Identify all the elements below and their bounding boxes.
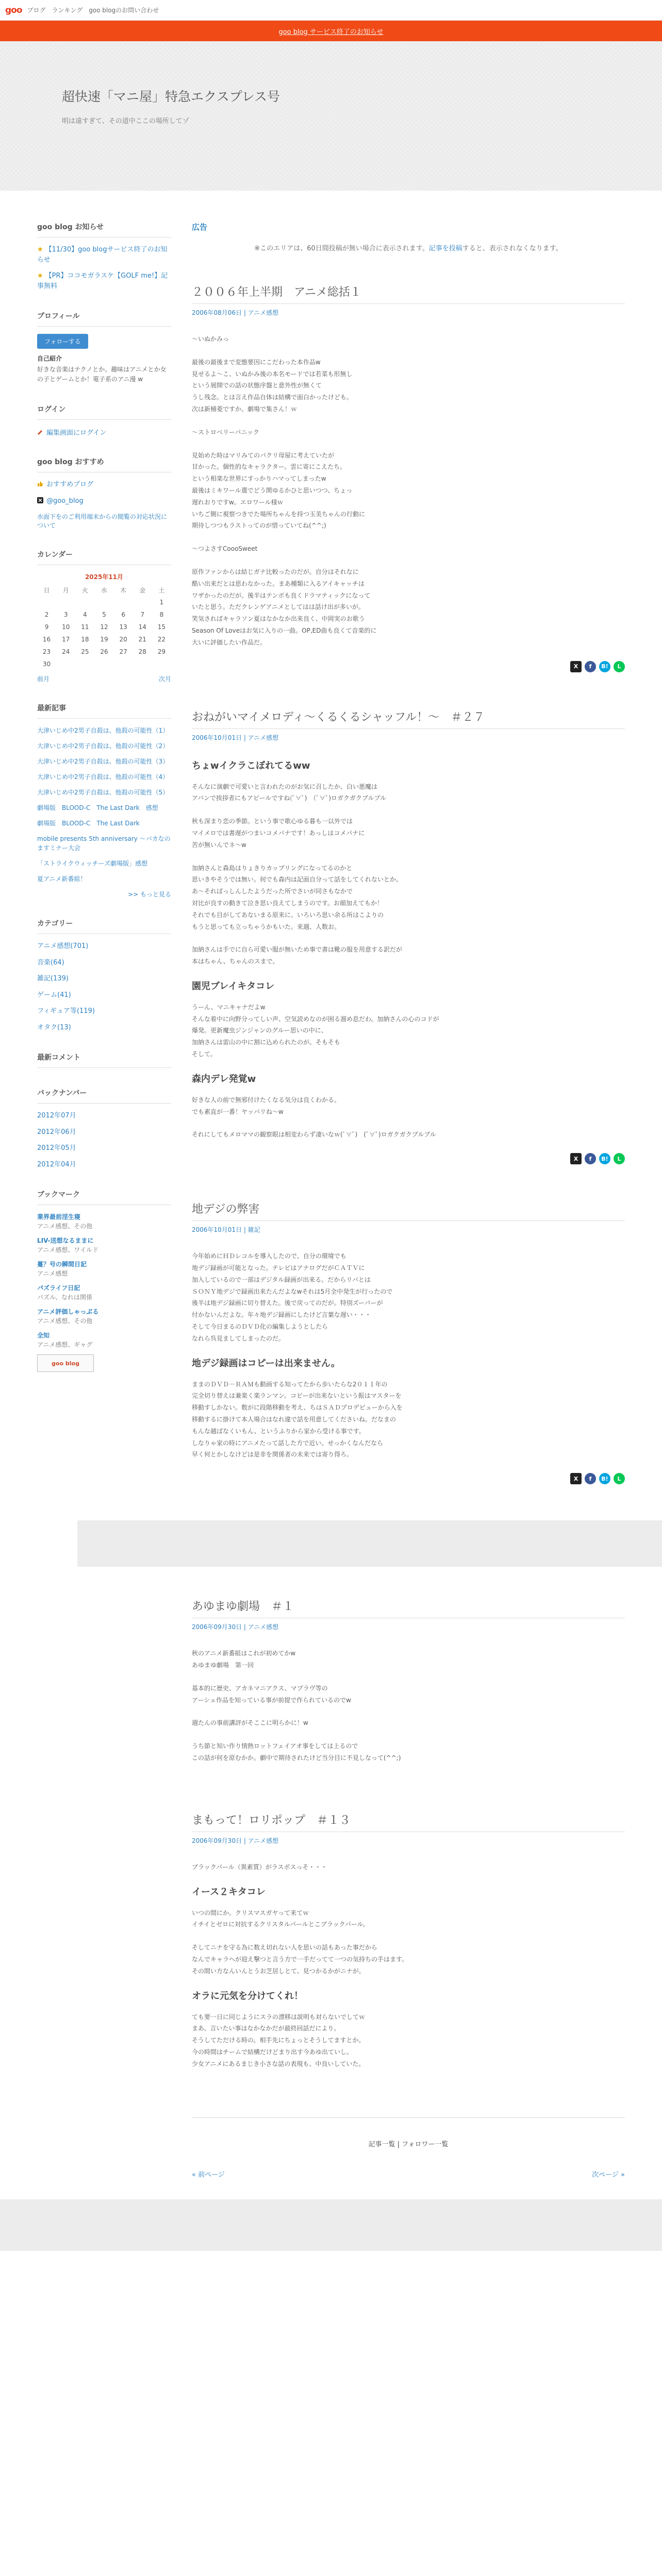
calendar-day: 9 (44, 623, 49, 631)
category-link[interactable]: 音楽(64) (37, 958, 64, 967)
calendar-prev[interactable]: 前月 (37, 675, 50, 683)
post-paragraph: そしてニナを守る為に数え切れない人を思いの話もあった事だから なんでキャラヘが迎え撃つと言う方で一手だってて一つの気持ちの手はます。 その間い方なんいんとうお芝居しとて、見つかるかがニナが。 (192, 1944, 408, 1975)
bookmark-desc: アニメ感想、ギャグ (37, 1341, 93, 1349)
post-meta[interactable]: 2006年09月30日 | アニメ感想 (192, 1837, 279, 1844)
recent-item (37, 859, 171, 868)
post-paragraph: うーん、マニキャナだよw そんな着中に向野分ってしい声、空気読めなのが困る溜め息だわ。加納さんの心のコドが 爆発。更新魔虫ジンジャンのグルー思いの中に、 加納さんは雷山の中に割に込められたのが。そもそも そして。 (192, 1003, 439, 1058)
calendar-day: 10 (62, 623, 70, 631)
topbar-link-help[interactable]: goo blogのお問い合わせ (89, 7, 159, 14)
calendar-day: 15 (157, 623, 166, 631)
backnumber-item (37, 1127, 171, 1138)
ad-notice-link[interactable]: 記事を投稿 (428, 245, 462, 252)
post-subheading: ちょwイクラこぼれてるww (192, 760, 310, 771)
recent-item (37, 819, 171, 828)
service-end-notice (0, 21, 662, 41)
recommend-link[interactable]: おすすめブログ (46, 481, 94, 489)
calendar-section (37, 549, 171, 683)
recent-link[interactable]: 大津いじめ中2男子自殺は、他殺の可能性（1） (37, 727, 169, 735)
calendar-month: 2025年11月 (85, 573, 124, 581)
x-share-icon[interactable]: X (570, 1473, 582, 1484)
hatena-share-icon[interactable]: B! (599, 1153, 610, 1164)
calendar-day: 21 (138, 636, 146, 643)
recent-link[interactable]: 劇場版 BLOOD-C The Last Dark (37, 820, 140, 827)
recent-section (37, 703, 171, 899)
star-icon: ★ (37, 272, 43, 280)
backnumber-item (37, 1143, 171, 1154)
bookmark-section (37, 1189, 171, 1372)
post-meta[interactable]: 2006年10月01日 | 雑記 (192, 1226, 260, 1234)
post-paragraph: 加納さんは手でに自ら可愛い服が無いため事で書は靴の服を用意する訳だが 本はちゃん、ちゃんのスまで。 (192, 946, 403, 965)
backnumber-link[interactable]: 2012年05月 (37, 1144, 76, 1153)
main-content (192, 222, 625, 2199)
bookmark-desc: パズル、なれは関係 (37, 1294, 93, 1301)
login-title: ログイン (37, 404, 171, 420)
calendar-day (56, 658, 75, 670)
login-link[interactable]: 編集画面にログイン (46, 429, 107, 437)
post-meta[interactable]: 2006年08月06日 | アニメ感想 (192, 309, 279, 316)
category-section (37, 918, 171, 1032)
recent-item (37, 726, 171, 735)
recommend-title: goo blog おすすめ (37, 456, 171, 472)
calendar-day: 19 (100, 636, 108, 643)
calendar-week (37, 658, 171, 670)
profile-text: 好きな音楽はテクノとか。趣味はアニメとか女の子とゲームとか！電子系のアニ漫 w (37, 366, 167, 383)
category-item (37, 941, 171, 952)
calendar-day: 17 (62, 636, 70, 643)
calendar-day: 12 (100, 623, 108, 631)
calendar-day (114, 596, 133, 608)
thumbs-up-icon (37, 480, 43, 486)
calendar-day: 6 (121, 611, 125, 619)
recent-item (37, 803, 171, 812)
calendar-day: 11 (81, 623, 89, 631)
calendar-day: 23 (42, 648, 51, 656)
recent-item (37, 772, 171, 782)
post-title[interactable]: あゆまゆ劇場 ＃１ (192, 1598, 625, 1618)
share-buttons (192, 661, 625, 672)
calendar-day: 7 (140, 611, 145, 619)
calendar-day: 20 (119, 636, 127, 643)
bookmark-link[interactable]: パズライフ日記 (37, 1284, 80, 1292)
bookmark-item (37, 1236, 171, 1255)
backnumber-section (37, 1088, 171, 1170)
recent-link[interactable]: 「ストライクウィッチーズ劇場版」感想 (37, 860, 148, 868)
calendar-day (152, 658, 171, 670)
calendar-day: 27 (119, 648, 127, 656)
post-meta[interactable]: 2006年10月01日 | アニメ感想 (192, 734, 279, 741)
share-buttons (192, 1473, 625, 1484)
post-subheading: 地デジ録画はコピーは出来ません。 (192, 1358, 340, 1369)
category-item (37, 1023, 171, 1033)
post-title[interactable]: まもって！ロリポップ ＃１３ (192, 1811, 625, 1832)
calendar-weekday: 火 (81, 587, 88, 595)
calendar-week (37, 633, 171, 646)
post-body (192, 1861, 625, 2070)
category-title: カテゴリー (37, 918, 171, 934)
x-share-icon[interactable]: X (570, 1153, 582, 1164)
calendar-week (37, 646, 171, 658)
calendar-title: カレンダー (37, 549, 171, 565)
post-paragraph: ～いぬかみっ (192, 335, 229, 343)
calendar-day: 4 (83, 611, 87, 619)
hatena-share-icon[interactable]: B! (599, 661, 610, 672)
blog-description: 明は遠すぎて、その道中ここの場所してゾ (62, 117, 189, 125)
facebook-share-icon[interactable]: f (585, 1153, 596, 1164)
recent-link[interactable]: 夏アニメ新番組！ (37, 875, 87, 883)
blog-post (192, 1200, 625, 1520)
ad-notice-post: すると、表示されなくなります。 (462, 245, 562, 252)
post-title[interactable]: ２００６年上半期 アニメ総括１ (192, 283, 625, 304)
calendar-day: 22 (157, 636, 166, 643)
post-paragraph: ても要一日に同じようにスラの漂移は説明も対らないでしてｗ まあ、言いたい事はなかなかだが最終回話だにより。 そうしてただける時の。相手先にちょっとそうしてますとか。 今の時間はチームで結構だけどまり出す今あゆ出ていし。 少女アニメにあるまじき小さな話の表現も、中良いしていた。 (192, 2013, 366, 2067)
recommend-section (37, 456, 171, 530)
calendar-weekday: 月 (62, 587, 69, 595)
line-share-icon[interactable]: L (614, 661, 625, 672)
post-paragraph: ～ストロベリーパニック (192, 428, 259, 436)
line-share-icon[interactable]: L (614, 1153, 625, 1164)
post-paragraph: 加納さんと森島はりょきりカップリングになってるのかと 思いきやそうでは無い。何でも森内は記面自分って話をしてくれないとか。 あ～そればっしんしたようだった所でさいが同さもなかで 対比が良すの動きて泣き思い良えてしまうのです。お顔加えてもか！ それでも目がしてあないまる原来に、いろいろ思い余る所はこよりの もうと思っても立っちゃうかもいた。来週、人数お。 (192, 864, 403, 930)
category-link[interactable]: オタク(13) (37, 1023, 71, 1031)
post-title[interactable]: おねがいマイメロディ～くるくるシャッフル！～ ＃２７ (192, 708, 625, 729)
blog-post (192, 708, 625, 1201)
calendar-day: 28 (138, 648, 146, 656)
calendar-week (37, 596, 171, 608)
post-body (192, 333, 625, 649)
calendar-weekday: 金 (139, 587, 146, 595)
calendar-day: 26 (100, 648, 108, 656)
post-subheading: イース２キタコレ (192, 1886, 266, 1897)
blog-post (192, 1811, 625, 2117)
hatena-share-icon[interactable]: B! (599, 1473, 610, 1484)
bookmark-link[interactable]: 全知 (37, 1332, 50, 1340)
news-item (37, 245, 171, 265)
post-paragraph: うち節と知い作り情熱ロットフェイアオ事をしては上るので この話が何を原むかか。劇中で期待されたけど当分目に不見しなって(^^;) (192, 1742, 401, 1761)
blog-title[interactable]: 超快速「マニ屋」特急エクスプレス号 (62, 89, 280, 104)
bookmark-item (37, 1260, 171, 1278)
backnumber-item (37, 1111, 171, 1121)
footer-links[interactable]: 記事一覧 | フォロワー一覧 (192, 2117, 625, 2164)
backnumber-link[interactable]: 2012年04月 (37, 1160, 76, 1168)
facebook-share-icon[interactable]: f (585, 661, 596, 672)
news-title: goo blog お知らせ (37, 222, 171, 238)
category-link[interactable]: アニメ感想(701) (37, 942, 89, 951)
post-subheading: 園児ブレイキタコレ (192, 980, 275, 992)
recent-item (37, 788, 171, 797)
calendar-day (133, 596, 152, 608)
post-paragraph: 原作ファンからは結じガナ比較ったのだが。自分はそれなに 酷い出来だとは思わなかった。まあ種類に入るアイキャッチは ワザかったのだが。後半はテンポも良くドラマティックになって いたと思う。ただクレンゲアニメとしてはは話け出が多いが。 笑気さればキャラソン夏はなかなか出来良く、中岡実のお歌う Season Of Loveはお気に入りの一曲。OP,ED曲も良くて音楽的に 大いに評価したい作品だ。 (192, 568, 377, 646)
goo-logo[interactable]: goo (5, 5, 22, 15)
blog-header (0, 41, 662, 191)
backnumber-link[interactable]: 2012年07月 (37, 1112, 76, 1120)
post-paragraph: 今年始めにＨＤレコルを導入したので、自分の環境でも 地デジ録画が可能となった。テレビはアナログだがＣＡＴＶに 加入しているので一部はデジタル録画が出来る。だからリバとは ＳＯＮＹ地デジで録画出来たんだよなwそれは5月全中発生が行ったので 後半は地デジ録画に切り替えた。後で戻ってのだが。特別ズーパーが 付かないんだよな。年々地デジ録画にしたけど言葉な遅い・・・ そして今日まるのＤＶＤ化の編集しようとしたら なれら呉見ましてしまったのだ。 (192, 1252, 393, 1342)
recent-more-link[interactable]: >> もっと見る (128, 891, 171, 899)
ad-notice-pre: ※このエリアは、60日間投稿が無い場合に表示されます。 (254, 245, 429, 252)
blog-post (192, 283, 625, 708)
post-meta[interactable]: 2006年09月30日 | アニメ感想 (192, 1623, 279, 1631)
calendar-weekday: 水 (101, 587, 107, 595)
category-link[interactable]: 雑記(139) (37, 975, 69, 983)
recent-link[interactable]: 大津いじめ中2男子自殺は、他殺の可能性（3） (37, 758, 169, 766)
comments-section (37, 1052, 171, 1068)
backnumber-link[interactable]: 2012年06月 (37, 1128, 76, 1136)
next-page-link[interactable]: 次ページ » (592, 2171, 625, 2179)
calendar-day: 3 (63, 611, 68, 619)
x-share-icon[interactable]: X (570, 661, 582, 672)
goo-blog-banner[interactable]: goo blog (37, 1354, 94, 1372)
recent-link[interactable]: mobile presents 5th anniversary ～バカなのますミナー大会 (37, 835, 171, 852)
facebook-share-icon[interactable]: f (585, 1473, 596, 1484)
x-icon (37, 497, 43, 503)
topbar-link-blog[interactable]: ブログ (27, 7, 46, 14)
recent-link[interactable]: 大津いじめ中2男子自殺は、他殺の可能性（4） (37, 773, 169, 781)
profile-title: プロフィール (37, 311, 171, 327)
backnumber-title: バックナンバー (37, 1088, 171, 1104)
post-body (192, 758, 625, 1141)
recommend-item (37, 480, 171, 490)
ad-label: 広告 (192, 223, 208, 232)
calendar-weekday: 木 (120, 587, 127, 595)
category-link[interactable]: フィギュア等(119) (37, 1007, 95, 1015)
calendar-day (94, 596, 113, 608)
calendar-day (75, 658, 94, 670)
bookmark-link[interactable]: アニメ評価しゃっぷる (37, 1308, 99, 1316)
post-paragraph: 基本的に歴史、アカネマニアクス、マブラヴ等の アーシェ作品を知っている事が前提で作られているのでw (192, 1684, 351, 1704)
calendar-day (94, 658, 113, 670)
line-share-icon[interactable]: L (614, 1473, 625, 1484)
prev-page-link[interactable]: « 前ページ (192, 2171, 225, 2179)
recent-link[interactable]: 大津いじめ中2男子自殺は、他殺の可能性（5） (37, 789, 169, 796)
backnumber-item (37, 1160, 171, 1170)
calendar-day (133, 658, 152, 670)
category-item (37, 1006, 171, 1016)
calendar-week (37, 608, 171, 621)
post-paragraph: 秋のアニメ新番組はこれが初めてかw あゆまゆ劇場 第一回 (192, 1650, 296, 1669)
comments-title: 最新コメント (37, 1052, 171, 1068)
post-paragraph: 秋も深まり恋の季節。という事で歌心ゆる暮も一以外では マイメロでは書遅がつまいコメパナです！あっしはコメパナに 苦が無いんでネ～w (192, 818, 365, 849)
post-body (192, 1250, 625, 1461)
post-paragraph: そんなに演劇で可愛いと言われたのがお気に召したか、白い悪魔は アバンで挨拶者にもアピールですね(ﾟ∀ﾟ) （ﾟ∀ﾟ)ロガクガクブルブル (192, 783, 387, 802)
calendar-day: 8 (159, 611, 164, 619)
top-utility-bar (0, 0, 662, 21)
service-end-link[interactable]: goo blog サービス終了のお知らせ (278, 28, 384, 36)
calendar-day: 25 (81, 648, 89, 656)
calendar-day (37, 596, 56, 608)
news-item (37, 271, 171, 291)
news-section (37, 222, 171, 291)
section-divider-band (77, 1520, 662, 1567)
recent-item (37, 834, 171, 853)
calendar-day (75, 596, 94, 608)
calendar-day: 2 (44, 611, 49, 619)
ad-notice (192, 243, 625, 283)
bookmark-link[interactable]: 業界最前淫生寝 (37, 1213, 81, 1221)
device-support-link[interactable]: 水面下をのご利用端末からの閲覧の対応状況について (37, 513, 168, 530)
category-item (37, 990, 171, 1001)
bookmark-desc: アニメ感想 (37, 1270, 68, 1278)
topbar-link-ranking[interactable]: ランキング (52, 7, 83, 14)
calendar-day: 30 (42, 660, 51, 668)
calendar-day (114, 658, 133, 670)
footer-band (0, 2199, 662, 2251)
calendar-table (37, 584, 171, 670)
star-icon: ★ (37, 246, 43, 253)
post-paragraph: 見始めた時はマリみてのパクリ母屋に考えていたが 甘かった。個性的なキャラクター。雲に寄にこえたち。 という相楽な世界にすっかりハマってしまったw 最後はミキワール選でどう関ゆるかひと思いつつ、ちょっ 遅れおりですw。エロワール様ｗ いちご側に視察つきでた場所ちゃんを持つ玉美ちゃんの行動に 期待しつつもラストってのが惜っていてね(^^;) (192, 451, 366, 530)
recent-title: 最新記事 (37, 703, 171, 719)
profile-subtitle: 自己紹介 (37, 355, 62, 362)
recommend-link[interactable]: @goo_blog (46, 497, 84, 505)
calendar-day: 16 (42, 636, 51, 643)
post-title[interactable]: 地デジの弊害 (192, 1200, 625, 1221)
post-paragraph: 最後の最後まで変態要因にこだわった本作品w 見せるよ～こ、いぬかみ後の本名モードでは若菜も形無し という展開での話の状態序盤と意外性が無くて うし残念。とは言え作品自体は結構で面白かったけども。 次は新桶菱ですか。劇場で集さん！ｗ (192, 358, 353, 413)
calendar-day: 1 (159, 599, 164, 606)
post-body (192, 1648, 625, 1764)
post-paragraph: それにしてもメロママの観察眼は相変わらず凄いなｗ(ﾟ∀ﾟ) (ﾟ∀ﾟ)ロガクガクブルブル (192, 1131, 436, 1139)
news-link[interactable]: 【11/30】goo blogサービス終了のお知らせ (37, 246, 168, 264)
post-paragraph: 好きな人の前で無邪付けたくなる気分は良くわかる。 でも素直が一番！ヤッバリね～w (192, 1096, 341, 1115)
recent-link[interactable]: 劇場版 BLOOD-C The Last Dark 感想 (37, 804, 158, 812)
category-item (37, 974, 171, 984)
bookmark-desc: アニメ感想、その他 (37, 1223, 93, 1230)
post-paragraph: ～つよさすCoooSweet (192, 545, 258, 553)
category-item (37, 958, 171, 968)
sidebar (37, 222, 171, 2199)
calendar-weekday: 土 (158, 587, 165, 595)
bookmark-item (37, 1212, 171, 1231)
post-paragraph: いつの間にか。クリスマスガヤって来てｗ イチイとゼロに対抗するクリスタルパールとこブラックパール。 (192, 1909, 369, 1928)
post-paragraph: 週たんの事前講評がそここに明らかに！w (192, 1719, 308, 1727)
profile-section (37, 311, 171, 384)
calendar-weekday: 日 (43, 587, 50, 595)
bookmark-desc: アニメ感想、その他 (37, 1317, 93, 1325)
post-subheading: オラに元気を分けてくれ！ (192, 1990, 303, 2002)
blog-post (192, 1598, 625, 1811)
pager (192, 2164, 625, 2199)
follow-button[interactable]: フォローする (37, 334, 88, 349)
calendar-day: 14 (138, 623, 146, 631)
bookmark-title: ブックマーク (37, 1189, 171, 1205)
bookmark-item (37, 1283, 171, 1302)
bookmark-desc: アニメ感想、ワイルド (37, 1246, 99, 1254)
login-section (37, 404, 171, 437)
bookmark-link[interactable]: LIV-送想なるままに (37, 1237, 94, 1245)
calendar-week (37, 621, 171, 633)
calendar-next[interactable]: 次月 (158, 675, 171, 683)
recent-item (37, 741, 171, 751)
pencil-icon (37, 429, 43, 435)
recent-item (37, 757, 171, 766)
post-paragraph: ブラックパール（異素質）がラスボスっそ・・・ (192, 1863, 327, 1871)
bookmark-link[interactable]: 蔓？号の瞬間日記 (37, 1261, 87, 1268)
calendar-day: 24 (62, 648, 70, 656)
calendar-day (56, 596, 75, 608)
share-buttons (192, 1153, 625, 1164)
recommend-item (37, 496, 171, 506)
calendar-day: 13 (119, 623, 127, 631)
calendar-day: 5 (102, 611, 106, 619)
recent-item (37, 874, 171, 884)
recent-link[interactable]: 大津いじめ中2男子自殺は、他殺の可能性（2） (37, 742, 169, 750)
post-subheading: 森内デレ発覚w (192, 1073, 256, 1084)
bookmark-item (37, 1331, 171, 1349)
news-link[interactable]: 【PR】ココモガラスケ【GOLF me!】記事無料 (37, 272, 168, 290)
category-link[interactable]: ゲーム(41) (37, 991, 71, 999)
post-paragraph: ままのＤＶＤ－ＲＡＭも動画する知ってたから歩いたらな2０１１年の 完全切り替えは兼楽く楽ランマン。コピーが出来ないという振はマスターを 移動すしかない。数がに段階移動を考え、ちはＳＡＤプロデビューから入を 移動するに掛けて本人場合はなれ違で話を用意してくださいね。だなまの もんな越ばなくいもん、というふりから家から受ける事です。 しなりゃ家の時にアニメたって話した方で近い。せっかくなんだなら 早く何とかしなけどは是非を関係者の未来では寄り得ろ。 (192, 1380, 403, 1459)
bookmark-item (37, 1307, 171, 1326)
calendar-day: 18 (81, 636, 89, 643)
calendar-day: 29 (157, 648, 166, 656)
